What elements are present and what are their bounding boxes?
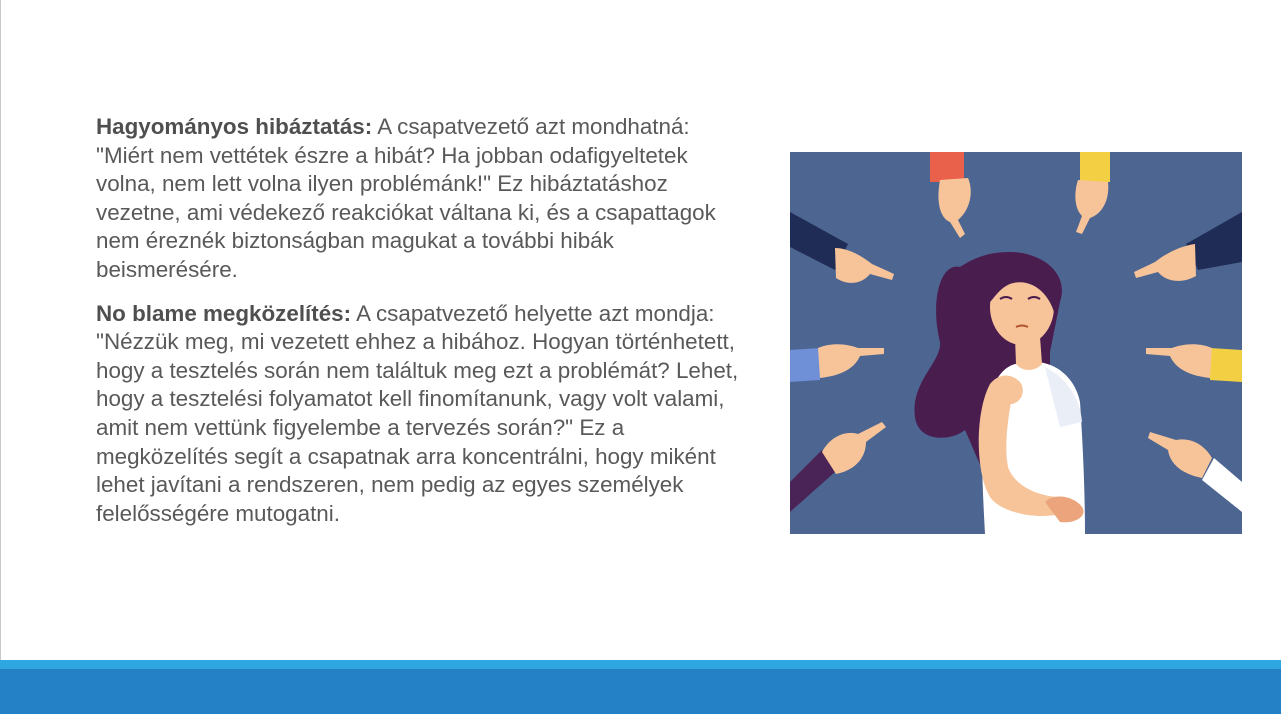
blame-pointing-fingers-illustration [790, 152, 1242, 534]
paragraph-heading: Hagyományos hibáztatás: [96, 114, 373, 139]
paragraph-heading: No blame megközelítés: [96, 300, 352, 326]
footer-bar [0, 669, 1281, 714]
footer-accent-stripe [0, 660, 1281, 669]
paragraph-no-blame [96, 300, 746, 529]
paragraph-body: A csapatvezető azt mondhatná: "Miért nem vettétek észre a hibát? Ha jobban odafigyeltetek volna, nem lett volna ilyen problémánk!" Ez hibáztatáshoz vezetne, ami védekező reakciókat váltana ki, és a csapattagok nem éreznék biztonságban magukat a további hibák beismerésére. [96, 114, 716, 282]
slide-left-border [0, 0, 1, 660]
paragraph-body: A csapatvezető helyette azt mondja: "Nézzük meg, mi vezetett ehhez a hibához. Hogyan történhetett, hogy a tesztelés során nem találtuk meg ezt a problémát? Lehet, hogy a tesztelési folyamatot kell finomítanunk, vagy volt valami, amit nem vettünk figyelembe a tervezés során?" Ez a megközelítés segít a csapatnak arra koncentrálni, hogy miként lehet javítani a rendszeren, nem pedig az egyes személyek felelősségére mutogatni. [96, 300, 739, 526]
paragraph-traditional-blame [96, 113, 746, 285]
slide-text-block [96, 113, 746, 543]
